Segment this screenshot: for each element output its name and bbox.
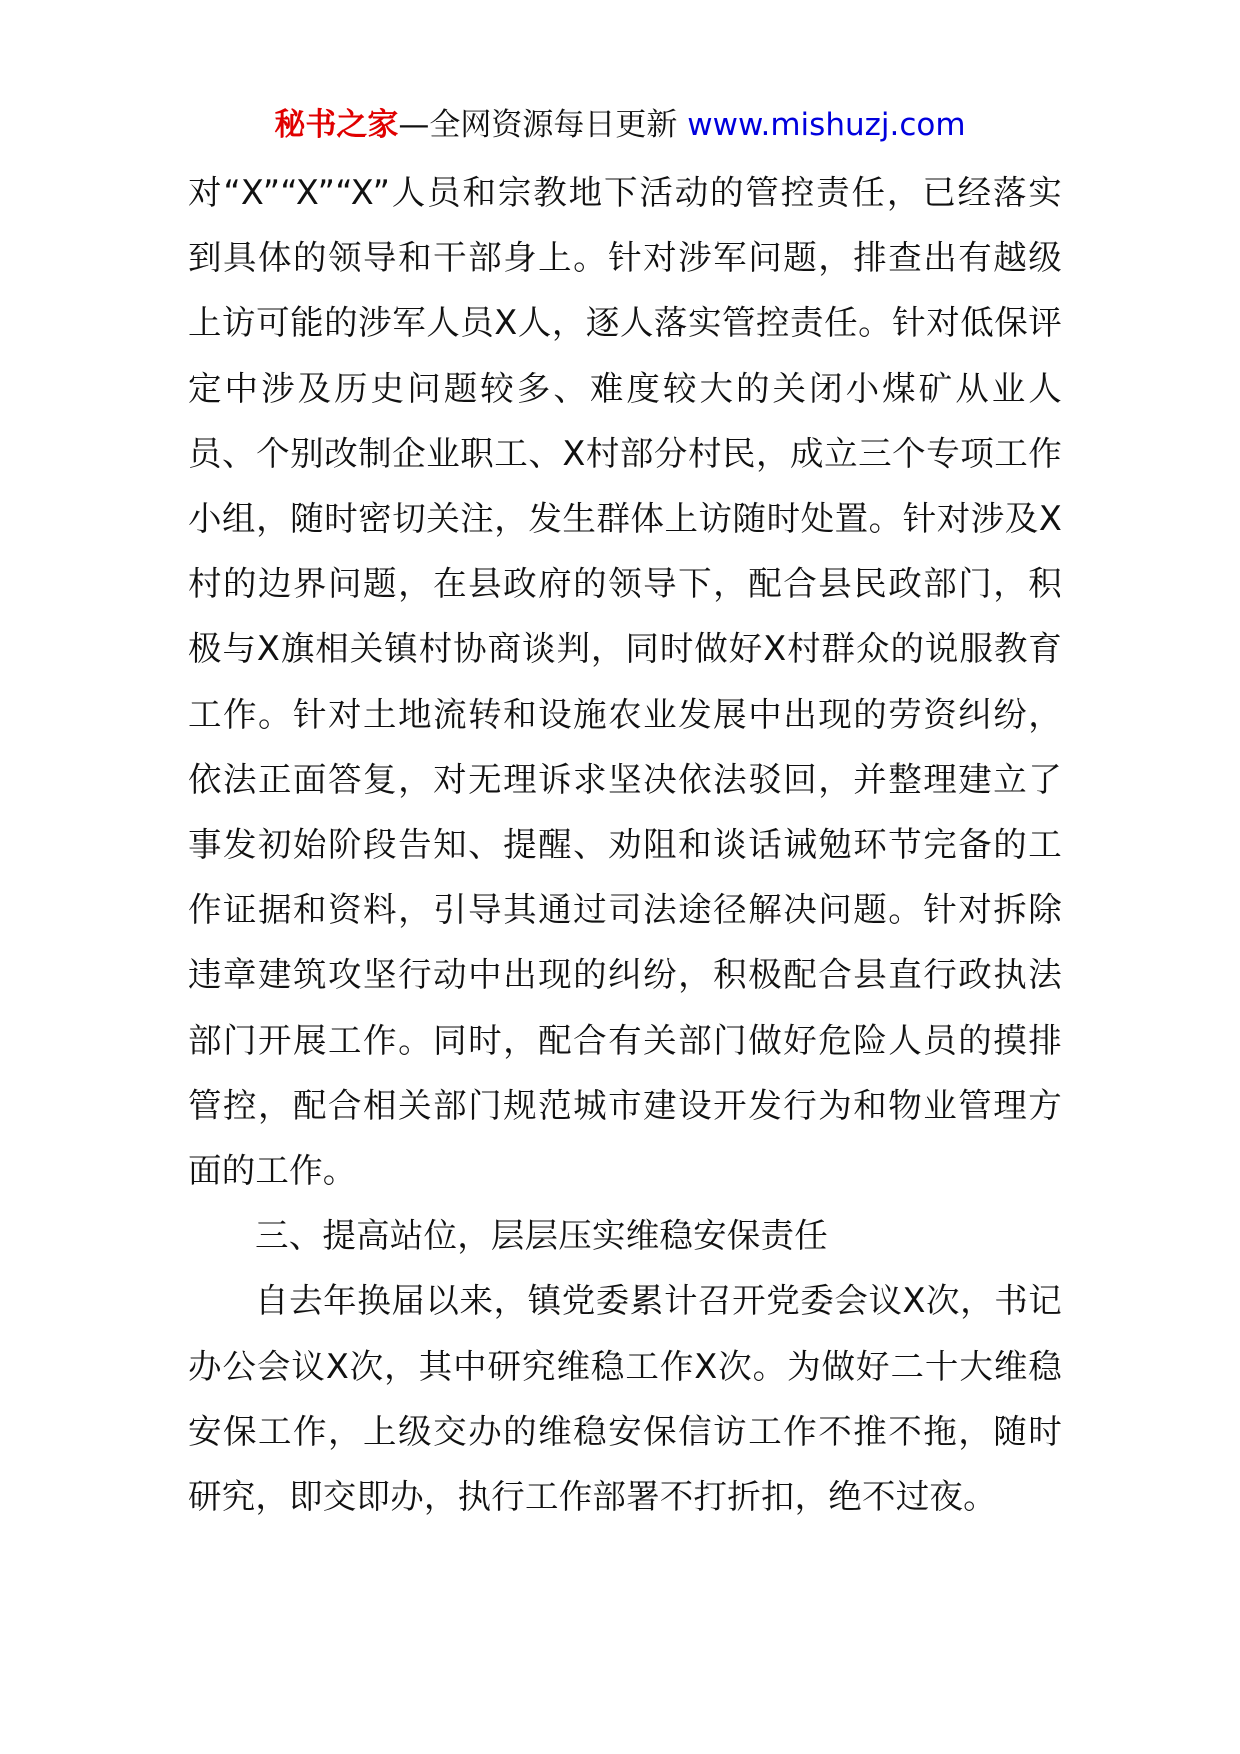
body-paragraph: 自去年换届以来，镇党委累计召开党委会议X次，书记办公会议X次，其中研究维稳工作X次。为做好二十大维稳安保工作，上级交办的维稳安保信访工作不推不拖，随时研究，即交即办，执行工作部署不打折扣，绝不过夜。 (188, 1281, 1062, 1517)
site-url-link[interactable]: www.mishuzj.com (687, 107, 966, 143)
brand-name: 秘书之家 (274, 107, 399, 143)
document-body (188, 160, 1062, 1529)
section-heading: 三、提高站位，层层压实维稳安保责任 (255, 1216, 828, 1256)
body-paragraph-continued: 对“X”“X”“X”人员和宗教地下活动的管控责任，已经落实到具体的领导和干部身上。针对涉军问题，排查出有越级上访可能的涉军人员X人，逐人落实管控责任。针对低保评定中涉及历史问题较多、难度较大的关闭小煤矿从业人员、个别改制企业职工、X村部分村民，成立三个专项工作小组，随时密切关注，发生群体上访随时处置。针对涉及X村的边界问题，在县政府的领导下，配合县民政部门，积极与X旗相关镇村协商谈判，同时做好X村群众的说服教育工作。针对土地流转和设施农业发展中出现的劳资纠纷，依法正面答复，对无理诉求坚决依法驳回，并整理建立了事发初始阶段告知、提醒、劝阻和谈话诫勉环节完备的工作证据和资料，引导其通过司法途径解决问题。针对拆除违章建筑攻坚行动中出现的纠纷，积极配合县直行政执法部门开展工作。同时，配合有关部门做好危险人员的摸排管控，配合相关部门规范城市建设开发行为和物业管理方面的工作。 (188, 173, 1062, 1191)
site-header (0, 100, 1240, 150)
header-tagline: —全网资源每日更新 (398, 107, 688, 143)
